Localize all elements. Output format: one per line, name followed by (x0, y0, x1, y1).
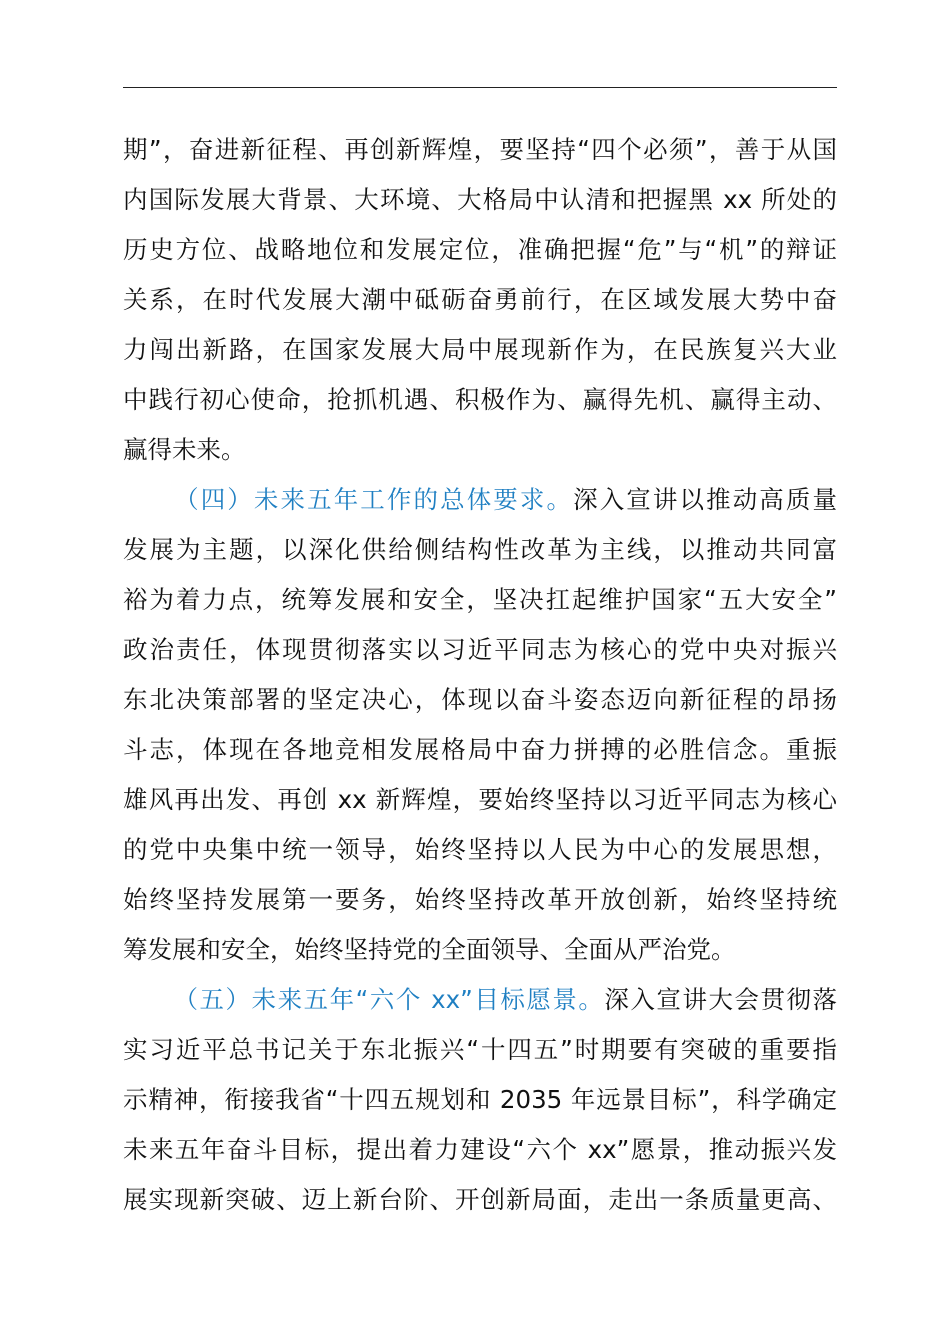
text-line: 未来五年奋斗目标，提出着力建设“六个 xx”愿景，推动振兴发 (123, 1135, 837, 1164)
text-line: 东北决策部署的坚定决心，体现以奋斗姿态迈向新征程的昂扬 (123, 685, 837, 714)
text-line: 裕为着力点，统筹发展和安全，坚决扛起维护国家“五大安全” (123, 585, 837, 614)
header-rule (123, 87, 837, 88)
section-five-heading: （五）未来五年“六个 xx”目标愿景。 (172, 985, 605, 1014)
text-line: 筹发展和安全，始终坚持党的全面领导、全面从严治党。 (123, 935, 736, 964)
text-line: 力闯出新路，在国家发展大局中展现新作为，在民族复兴大业 (123, 335, 837, 364)
text-line: 历史方位、战略地位和发展定位，准确把握“危”与“机”的辩证 (123, 235, 837, 264)
text-line: 期”，奋进新征程、再创新辉煌，要坚持“四个必须”，善于从国 (123, 135, 837, 164)
text-line: 内国际发展大背景、大环境、大格局中认清和把握黑 xx 所处的 (123, 185, 837, 214)
section-four-first-line-text: 深入宣讲以推动高质量 (573, 485, 837, 514)
section-four-first-line (123, 475, 837, 525)
paragraph-continuation (123, 125, 837, 475)
text-line: 展实现新突破、迈上新台阶、开创新局面，走出一条质量更高、 (123, 1185, 837, 1214)
text-line: 斗志，体现在各地竞相发展格局中奋力拼搏的必胜信念。重振 (123, 735, 837, 764)
section-four-heading: （四）未来五年工作的总体要求。 (172, 485, 574, 514)
text-line: 的党中央集中统一领导，始终坚持以人民为中心的发展思想， (123, 835, 837, 864)
section-five (123, 975, 837, 1225)
section-five-first-line (123, 975, 837, 1025)
text-line: 始终坚持发展第一要务，始终坚持改革开放创新，始终坚持统 (123, 885, 837, 914)
text-line: 实习近平总书记关于东北振兴“十四五”时期要有突破的重要指 (123, 1035, 837, 1064)
text-line: 示精神，衔接我省“十四五规划和 2035 年远景目标”，科学确定 (123, 1085, 837, 1114)
text-line: 政治责任，体现贯彻落实以习近平同志为核心的党中央对振兴 (123, 635, 837, 664)
text-line: 发展为主题，以深化供给侧结构性改革为主线，以推动共同富 (123, 535, 837, 564)
text-line: 雄风再出发、再创 xx 新辉煌，要始终坚持以习近平同志为核心 (123, 785, 837, 814)
section-five-first-line-text: 深入宣讲大会贯彻落 (604, 985, 837, 1014)
text-line: 关系，在时代发展大潮中砥砺奋勇前行，在区域发展大势中奋 (123, 285, 837, 314)
text-line: 赢得未来。 (123, 435, 246, 464)
text-line: 中践行初心使命，抢抓机遇、积极作为、赢得先机、赢得主动、 (123, 385, 837, 414)
section-four (123, 475, 837, 975)
